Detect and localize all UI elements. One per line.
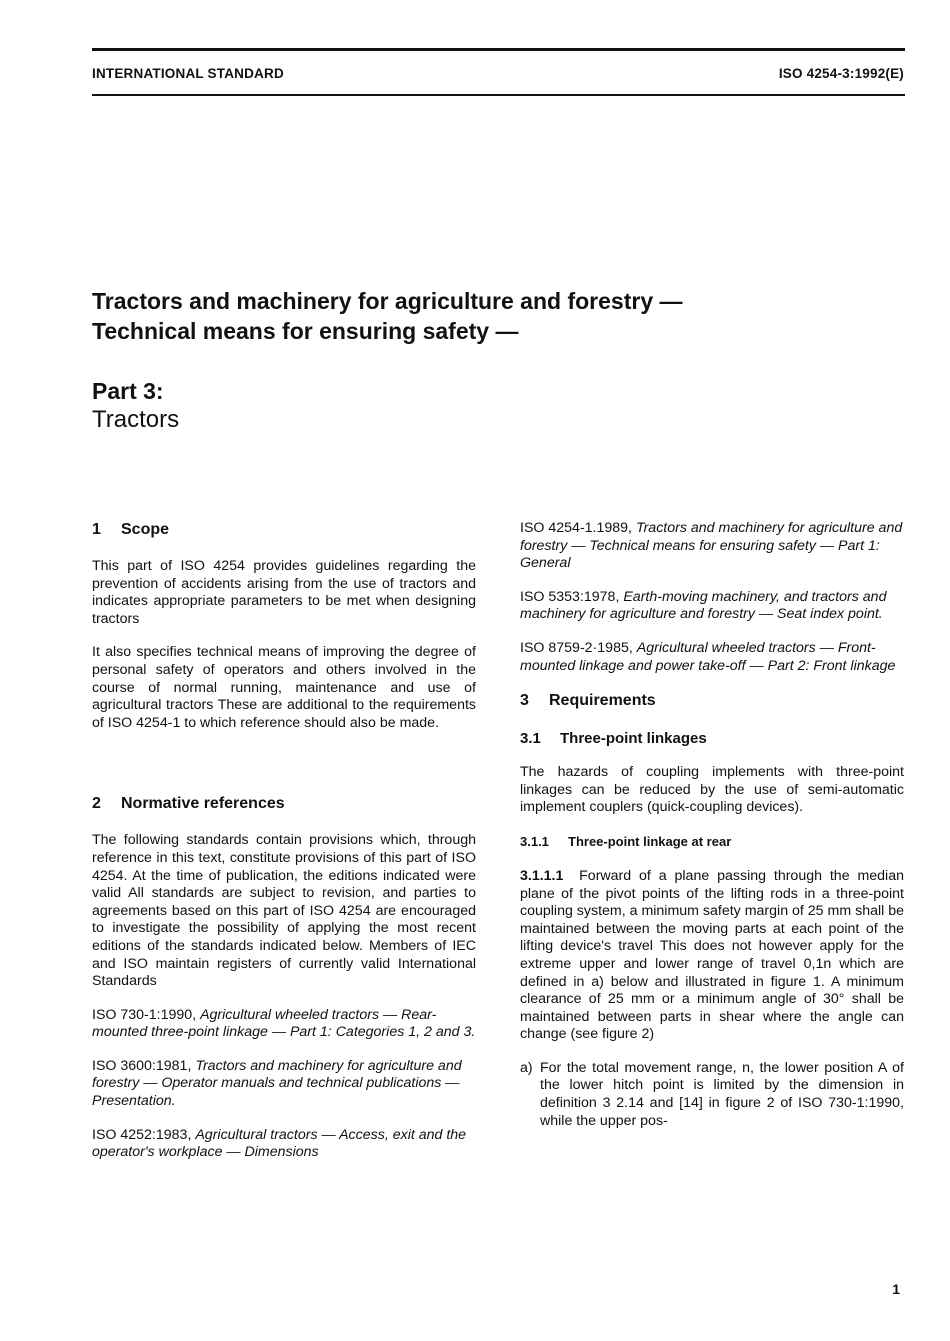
reference-item: [92, 1127, 476, 1162]
reference-title: Tractors and machinery for agriculture and forestry — Operator manuals and technical publications — Presentation.: [92, 1057, 462, 1110]
reference-item: [520, 640, 904, 675]
normative-intro: The following standards contain provisions which, through reference in this text, constitute provisions of this part of ISO 4254. At the time of publication, the editions indicated were valid All standards are subject to revision, and parties to agreements based on this part of ISO 4254 are encouraged to investigate the possibility of applying the most recent editions of the standards indicated below. Members of IEC and ISO maintain registers of currently valid International Standards: [92, 832, 476, 990]
clause-3-1-1-1: [520, 868, 904, 1044]
part-label: Part 3:: [92, 378, 164, 404]
section-number: 1: [92, 521, 101, 538]
subsection-number: 3.1.1: [520, 833, 549, 849]
reference-item: [520, 589, 904, 624]
document-title: [92, 286, 892, 346]
title-line-1: Tractors and machinery for agriculture and forestry —: [92, 288, 683, 314]
list-item-a: [520, 1060, 904, 1130]
list-item-label: a): [520, 1059, 533, 1076]
right-column: [520, 520, 904, 1130]
reference-title: Agricultural tractors — Access, exit and the operator's workplace — Dimensions: [92, 1126, 467, 1161]
header-rule-bottom: [92, 94, 905, 96]
list-item-text: For the total movement range, n, the lower position A of the lower hitch point is limited by the dimension in definition 3 2.14 and [14] in figure 2 of ISO 730-1:1990, while the upper pos-: [540, 1059, 904, 1129]
reference-title: Agricultural wheeled tractors — Front-mounted linkage and power take-off — Part 2: Front linkage: [520, 639, 896, 674]
reference-item: [92, 1058, 476, 1111]
reference-code: ISO 5353:1978,: [520, 588, 620, 605]
section-requirements-heading: [520, 691, 904, 711]
reference-item: [92, 1007, 476, 1042]
section-title: Requirements: [549, 692, 656, 710]
title-line-2: Technical means for ensuring safety —: [92, 318, 519, 344]
section-number: 2: [92, 795, 101, 813]
header-rule-top: [92, 48, 905, 51]
subsection-3-1-1-heading: [520, 833, 904, 850]
clause-number: 3.1.1.1: [520, 867, 564, 884]
reference-title: Tractors and machinery for agriculture and forestry — Technical means for ensuring safety — Part 1: General: [520, 520, 903, 572]
reference-item: [520, 520, 904, 573]
section-title: Scope: [121, 521, 170, 538]
reference-title: Agricultural wheeled tractors — Rear-mounted three-point linkage — Part 1: Categories 1, 2 and 3.: [92, 1006, 476, 1041]
section-number: 3: [520, 692, 529, 710]
subsection-number: 3.1: [520, 730, 541, 748]
scope-paragraph-2: It also specifies technical means of improving the degree of personal safety of operators and others involved in the course of normal running, maintenance and use of agricultural tractors These are additional to the requirements of ISO 4254-1 to which reference should also be made.: [92, 644, 476, 731]
reference-code: ISO 3600:1981,: [92, 1057, 192, 1074]
scope-paragraph-1: This part of ISO 4254 provides guidelines regarding the prevention of accidents arising from the use of tractors and indicates appropriate parameters to be met when designing tractors: [92, 558, 476, 627]
subsection-3-1-heading: [520, 729, 904, 748]
document-type: INTERNATIONAL STANDARD: [92, 66, 284, 81]
page-number: 1: [892, 1281, 900, 1297]
clause-text: Forward of a plane passing through the median plane of the pivot points of the lifting rods in a three-point coupling system, a minimum safety margin of 25 mm shall be maintained between the moving parts at each point of the lifting device's travel This does not however apply for the extreme upper and lower range of travel 0,1n which are defined in a) below and illustrated in figure 1. A minimum clearance of 25 mm or a minimum angle of 30° shall be maintained between parts in shear where the angle can change (see figure 2): [520, 867, 904, 1043]
reference-code: ISO 4254-1.1989,: [520, 520, 633, 536]
section-title: Normative references: [121, 795, 285, 813]
reference-code: ISO 8759-2·1985,: [520, 639, 633, 656]
section-normative-heading: [92, 794, 476, 814]
subsection-title: Three-point linkage at rear: [568, 833, 732, 849]
reference-code: ISO 4252:1983,: [92, 1126, 192, 1143]
left-column: [92, 520, 476, 1178]
subsection-title: Three-point linkages: [560, 730, 707, 748]
document-number: ISO 4254-3:1992(E): [778, 66, 904, 81]
subsection-3-1-text: The hazards of coupling implements with three-point linkages can be reduced by the use of semi-automatic implement couplers (quick-coupling devices).: [520, 764, 904, 816]
reference-code: ISO 730-1:1990,: [92, 1006, 197, 1023]
reference-title: Earth-moving machinery, and tractors and machinery for agriculture and forestry — Seat index point.: [520, 588, 887, 623]
section-scope-heading: [92, 520, 476, 540]
part-title: Tractors: [92, 406, 180, 433]
